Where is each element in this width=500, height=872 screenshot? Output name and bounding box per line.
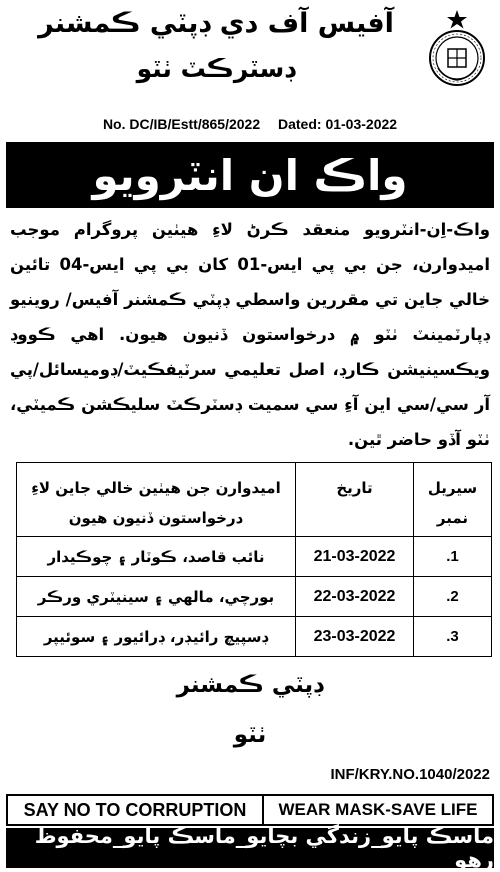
header-serial-label: سيريل xyxy=(427,479,478,497)
row-date: 21-03-2022 xyxy=(296,537,414,577)
row-serial: 2. xyxy=(414,577,492,617)
reference-number: No. DC/IB/Estt/865/2022 xyxy=(102,116,261,132)
table-row xyxy=(17,617,492,657)
row-post: بورچي، مالهي ۽ سينيٽري ورڪر xyxy=(17,577,296,617)
header-serial-label-2: نمبر xyxy=(436,509,469,527)
signature-place: ٺٽو xyxy=(233,722,267,748)
signature-title: ڊپٽي ڪمشنر xyxy=(176,672,324,698)
header-post xyxy=(17,463,296,537)
office-title: آفيس آف دي ڊپٽي ڪمشنر xyxy=(38,8,394,39)
header xyxy=(6,4,494,144)
slogan-box xyxy=(6,794,494,826)
office-district: ڊسٽرڪٽ ٺٽو xyxy=(136,54,296,83)
header-post-label-2: درخواستون ڏنيون هيون xyxy=(68,509,244,527)
row-post: ڊسپيچ رائيڊر، ڊرائيور ۽ سوئيپر xyxy=(17,617,296,657)
table-header-row xyxy=(17,463,492,537)
row-date: 23-03-2022 xyxy=(296,617,414,657)
header-date xyxy=(296,463,414,537)
schedule-table xyxy=(16,462,492,657)
header-serial xyxy=(414,463,492,537)
notice-paragraph: واڪ-اِن-انٽرويو منعقد ڪرڻ لاءِ هيٺين پروگرام موجب اميدوارن، جن بي پي ايس-01 کان بي پي ايس-04 تائين خالي جاين تي مقررين واسطي ڊپٽي ڪمشنر آفيس/ روينيو ڊپارٽمينٽ ٺٽو ۾ درخواستون ڏنيون هيون. اهي ڪووڊ ويڪسينيشن ڪارڊ، اصل تعليمي سرٽيفڪيٽ/ڊوميسائل/پي آر سي/سي اين آءِ سي سميت ڊسٽرڪٽ سليڪشن ڪميٽي، ٺٽو آڏو حاضر ٿين. xyxy=(10,220,490,449)
inf-number: INF/KRY.NO.1040/2022 xyxy=(330,766,490,783)
reference-line xyxy=(6,116,494,132)
dated: Dated: 01-03-2022 xyxy=(278,116,398,132)
government-seal-icon xyxy=(424,8,490,88)
header-post-label: اميدوارن جن هيٺين خالي جاين لاءِ xyxy=(31,479,281,497)
row-date: 22-03-2022 xyxy=(296,577,414,617)
row-serial: 1. xyxy=(414,537,492,577)
row-serial: 3. xyxy=(414,617,492,657)
header-date-label: تاريخ xyxy=(336,479,373,497)
table-row xyxy=(17,577,492,617)
slogan-mask: WEAR MASK-SAVE LIFE xyxy=(278,800,478,819)
walk-in-interview-banner: واڪ ان انٽرويو xyxy=(6,142,494,208)
footer-slogan: ماسڪ پايو_زندگي بچايو_ماسڪ پايو_محفوظ رهو xyxy=(6,828,494,868)
slogan-corruption: SAY NO TO CORRUPTION xyxy=(8,796,264,824)
table-row xyxy=(17,537,492,577)
advertisement-page xyxy=(6,4,494,872)
row-post: نائب قاصد، ڪوٽار ۽ چوڪيدار xyxy=(17,537,296,577)
